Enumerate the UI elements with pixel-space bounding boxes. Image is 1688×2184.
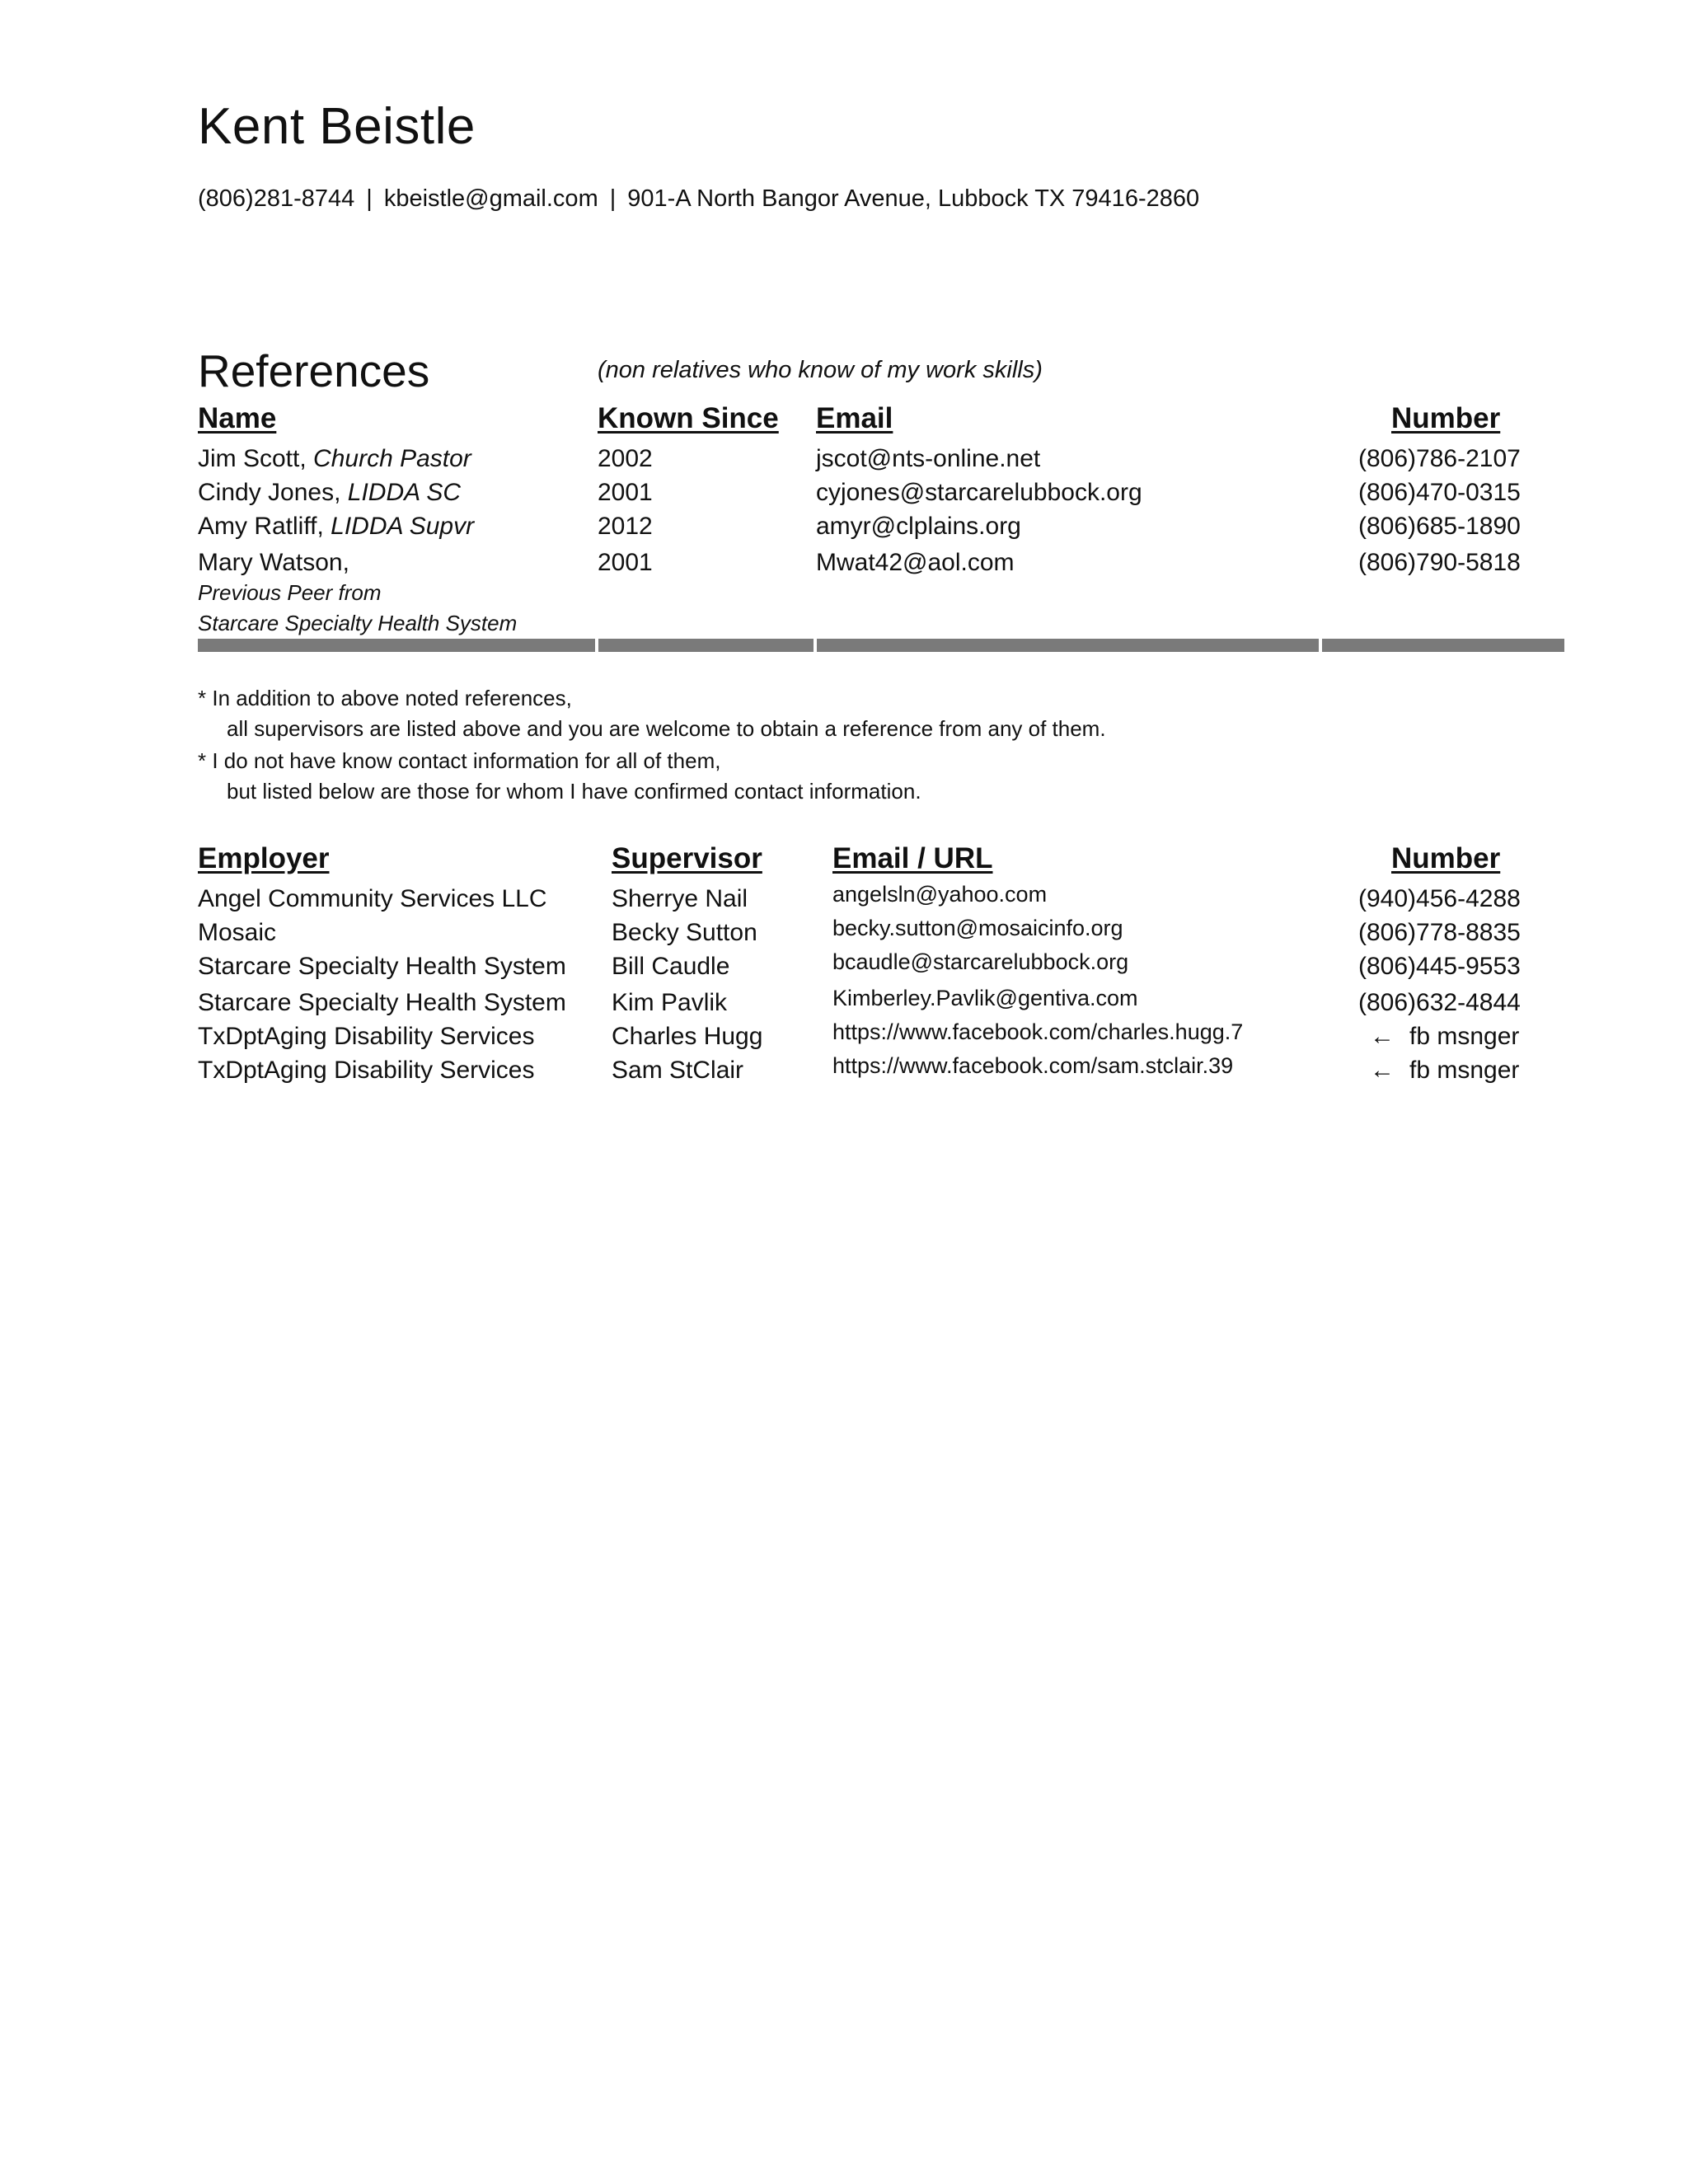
note-line: all supervisors are listed above and you are welcome to obtain a reference from any of them. bbox=[227, 716, 1106, 741]
reference-number: (806)790-5818 bbox=[1358, 549, 1521, 576]
reference-email: jscot@nts-online.net bbox=[816, 445, 1041, 472]
supervisor-name: Sam StClair bbox=[612, 1057, 744, 1084]
supervisor-name: Bill Caudle bbox=[612, 953, 730, 980]
reference-name-text: Cindy Jones, bbox=[198, 479, 341, 506]
messenger-label: fb msnger bbox=[1409, 1057, 1520, 1084]
col-header-supervisor: Supervisor bbox=[612, 842, 762, 874]
email-address: kbeistle@gmail.com bbox=[383, 185, 598, 212]
reference-email: amyr@clplains.org bbox=[816, 513, 1021, 540]
references-heading: References bbox=[198, 345, 430, 396]
separator: | bbox=[609, 185, 617, 212]
reference-role: LIDDA SC bbox=[347, 479, 462, 506]
supervisor-contact: angelsln@yahoo.com bbox=[832, 882, 1048, 907]
left-arrow-icon: ← bbox=[1370, 1023, 1395, 1050]
table-divider bbox=[598, 639, 814, 652]
reference-email: Mwat42@aol.com bbox=[816, 549, 1015, 576]
supervisor-number bbox=[1370, 1057, 1519, 1085]
reference-name-text: Jim Scott, bbox=[198, 445, 307, 472]
employer-name: Starcare Specialty Health System bbox=[198, 953, 566, 980]
col-header-known-since: Known Since bbox=[598, 402, 779, 434]
reference-name bbox=[198, 445, 471, 473]
supervisor-contact: bcaudle@starcarelubbock.org bbox=[832, 949, 1129, 974]
reference-role: Church Pastor bbox=[313, 445, 471, 472]
facebook-link[interactable]: https://www.facebook.com/charles.hugg.7 bbox=[832, 1019, 1244, 1044]
left-arrow-icon: ← bbox=[1370, 1057, 1395, 1084]
reference-since: 2002 bbox=[598, 445, 653, 472]
supervisor-number bbox=[1370, 1023, 1519, 1051]
col-header-employer: Employer bbox=[198, 842, 330, 874]
supervisor-number: (940)456-4288 bbox=[1358, 885, 1521, 912]
note-line: * I do not have know contact information for all of them, bbox=[198, 748, 721, 773]
contact-line bbox=[198, 185, 1199, 213]
reference-name-text: Amy Ratliff, bbox=[198, 513, 324, 540]
supervisor-number: (806)778-8835 bbox=[1358, 919, 1521, 946]
reference-number: (806)786-2107 bbox=[1358, 445, 1521, 472]
col-header-number: Number bbox=[1391, 402, 1501, 434]
reference-email: cyjones@starcarelubbock.org bbox=[816, 479, 1142, 506]
employer-name: Starcare Specialty Health System bbox=[198, 989, 566, 1016]
reference-number: (806)685-1890 bbox=[1358, 513, 1521, 540]
person-name: Kent Beistle bbox=[198, 98, 476, 155]
phone-number: (806)281-8744 bbox=[198, 185, 355, 212]
col-header-number: Number bbox=[1391, 842, 1501, 874]
employer-name: TxDptAging Disability Services bbox=[198, 1057, 535, 1084]
reference-since: 2001 bbox=[598, 479, 653, 506]
facebook-link[interactable]: https://www.facebook.com/sam.stclair.39 bbox=[832, 1053, 1234, 1078]
reference-since: 2001 bbox=[598, 549, 653, 576]
messenger-label: fb msnger bbox=[1409, 1023, 1520, 1050]
employer-name: Mosaic bbox=[198, 919, 277, 946]
supervisor-number: (806)632-4844 bbox=[1358, 989, 1521, 1016]
reference-since: 2012 bbox=[598, 513, 653, 540]
note-line: * In addition to above noted references, bbox=[198, 686, 572, 710]
employer-name: TxDptAging Disability Services bbox=[198, 1023, 535, 1050]
table-divider bbox=[817, 639, 1319, 652]
col-header-email-url: Email / URL bbox=[832, 842, 993, 874]
supervisor-name: Sherrye Nail bbox=[612, 885, 748, 912]
reference-role: LIDDA Supvr bbox=[331, 513, 475, 540]
separator: | bbox=[366, 185, 373, 212]
street-address: 901-A North Bangor Avenue, Lubbock TX 79416-2860 bbox=[627, 185, 1200, 212]
supervisor-name: Charles Hugg bbox=[612, 1023, 763, 1050]
col-header-name: Name bbox=[198, 402, 277, 434]
supervisor-contact: Kimberley.Pavlik@gentiva.com bbox=[832, 986, 1138, 1010]
reference-name bbox=[198, 479, 461, 507]
supervisor-number: (806)445-9553 bbox=[1358, 953, 1521, 980]
note-line: but listed below are those for whom I have confirmed contact information. bbox=[227, 779, 921, 804]
table-divider bbox=[1322, 639, 1564, 652]
reference-note: Starcare Specialty Health System bbox=[198, 611, 518, 635]
reference-name: Mary Watson, bbox=[198, 549, 349, 576]
reference-number: (806)470-0315 bbox=[1358, 479, 1521, 506]
references-subtitle: (non relatives who know of my work skills) bbox=[598, 357, 1043, 383]
supervisor-name: Becky Sutton bbox=[612, 919, 757, 946]
supervisor-name: Kim Pavlik bbox=[612, 989, 728, 1016]
col-header-email: Email bbox=[816, 402, 893, 434]
employer-name: Angel Community Services LLC bbox=[198, 885, 547, 912]
supervisor-contact: becky.sutton@mosaicinfo.org bbox=[832, 916, 1123, 940]
reference-note: Previous Peer from bbox=[198, 580, 382, 605]
table-divider bbox=[198, 639, 595, 652]
reference-name bbox=[198, 513, 474, 541]
